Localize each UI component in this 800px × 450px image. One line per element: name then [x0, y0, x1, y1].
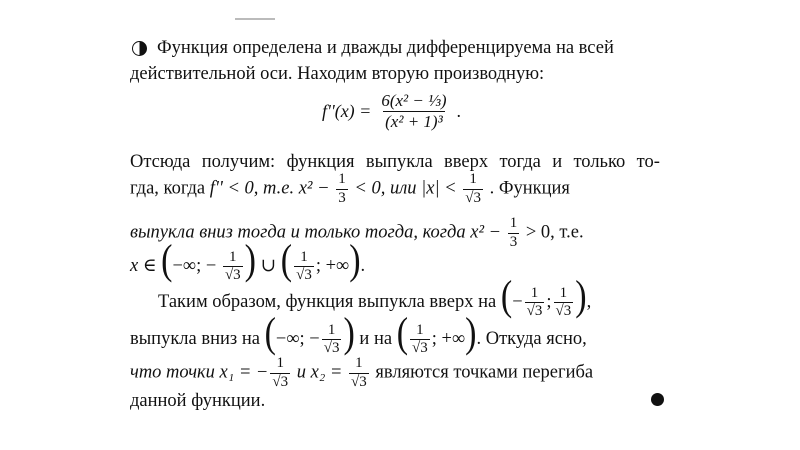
word: Отсюда: [130, 152, 191, 172]
formula-denominator: (x² + 1)³: [385, 111, 443, 131]
radicand: 3: [473, 189, 481, 206]
word: получим:: [201, 152, 276, 172]
paren: ): [575, 273, 587, 320]
num: 1: [229, 248, 237, 265]
fraction-1-3: [336, 172, 348, 207]
word: вверх: [444, 152, 489, 172]
fraction-1-sqrt3: [554, 286, 574, 321]
den: √3: [272, 373, 289, 390]
fraction-1-3: [508, 216, 520, 251]
text: что точки x₁ = −: [130, 362, 269, 383]
den: √3: [526, 303, 543, 320]
fraction-1-sqrt3: [294, 250, 314, 285]
paren: ): [343, 310, 355, 357]
text: > 0, т.е.: [525, 222, 584, 243]
paren: ): [349, 237, 361, 284]
formula-fraction: [379, 92, 448, 131]
paren: (: [500, 273, 513, 320]
num: 1: [276, 355, 285, 371]
text: выпукла вниз тогда и только тогда, когда x² −: [130, 222, 502, 243]
math: < 0, или |x| <: [354, 178, 457, 199]
text: гда, когда: [130, 178, 210, 199]
den: √3: [465, 189, 481, 206]
fraction-1-sqrt3: [270, 356, 290, 391]
fraction-1-sqrt3: [463, 172, 483, 207]
fraction-1-sqrt3: [322, 323, 342, 358]
radicand: 3: [304, 267, 312, 284]
solution-start-icon: [132, 41, 147, 56]
radicand: 3: [233, 267, 241, 284]
formula-numerator: 6(x² − ⅓): [381, 91, 447, 110]
num: 1: [327, 321, 336, 338]
den: √3: [412, 340, 428, 357]
fraction-1-sqrt3: [525, 286, 545, 321]
num: 1: [559, 284, 568, 301]
den: √3: [351, 373, 367, 390]
num: 1: [416, 321, 424, 338]
num: 1: [355, 355, 363, 371]
num: 1: [530, 284, 539, 301]
text: . Откуда ясно,: [476, 329, 587, 349]
radicand: 3: [331, 340, 340, 357]
radicand: 3: [280, 373, 289, 390]
fraction-1-sqrt3: [410, 323, 430, 358]
p1-line-1: [130, 153, 660, 172]
word: только: [573, 152, 626, 172]
paren: (: [264, 310, 276, 357]
num: 1: [338, 171, 346, 187]
word: выпукла: [365, 152, 433, 172]
p1-line-2: [130, 172, 570, 207]
p2-line-2: [130, 310, 587, 357]
radicand: 3: [534, 303, 543, 320]
text: являются точками перегиба: [375, 362, 594, 383]
math: ; +∞: [431, 329, 466, 349]
word: тогда: [499, 152, 541, 172]
paren: ): [465, 310, 477, 357]
den: 3: [509, 233, 518, 250]
word: и: [552, 152, 563, 172]
den: √3: [323, 340, 340, 357]
solution-end-icon: [651, 393, 664, 406]
text: и на: [359, 329, 393, 349]
den: 3: [338, 189, 346, 206]
math: f'' < 0, т.е. x² −: [209, 178, 330, 199]
p2-line-4: данной функции.: [130, 391, 266, 411]
paren: ): [244, 237, 256, 284]
formula-lhs: f''(x) =: [322, 100, 372, 121]
text: . Функция: [489, 178, 570, 199]
num: 1: [509, 215, 518, 231]
text: и x₂ =: [296, 362, 343, 383]
text: .: [360, 256, 366, 276]
num: 1: [469, 171, 477, 187]
word: функция: [286, 152, 355, 172]
den: √3: [555, 303, 572, 320]
math: −∞; −: [172, 256, 217, 276]
p2-line-3: [130, 356, 593, 391]
top-dash: [235, 18, 275, 20]
math: −∞; −: [275, 329, 320, 349]
fraction-1-sqrt3: [349, 356, 369, 391]
math: ; +∞: [315, 256, 350, 276]
radicand: 3: [359, 373, 367, 390]
second-derivative-formula: [322, 92, 461, 131]
text: Таким образом, функция выпукла вверх на: [158, 292, 497, 312]
paren: (: [161, 237, 173, 284]
minus: −: [512, 292, 523, 312]
den: √3: [296, 267, 312, 284]
word: то-: [636, 152, 660, 172]
paren: (: [280, 237, 293, 284]
text-line-1: Функция определена и дважды дифференцируема на всей: [157, 38, 614, 58]
p2-line-1: Таким образом, функция выпукла вверх на (− $\frac{1}{√3}$ ; $\frac{1}{√3}$ ),: [158, 273, 592, 320]
radicand: 3: [563, 303, 572, 320]
text-line-2: действительной оси. Находим вторую производную:: [130, 64, 545, 84]
den: √3: [224, 267, 241, 284]
math: x ∈: [130, 256, 157, 276]
text: ,: [586, 292, 592, 312]
paren: (: [396, 310, 409, 357]
radicand: 3: [420, 340, 428, 357]
num: 1: [300, 248, 308, 265]
p1-line-4: [130, 237, 366, 284]
text: выпукла вниз на: [130, 329, 260, 349]
math: ∪: [260, 256, 277, 276]
fraction-1-sqrt3: [223, 250, 243, 285]
formula-period: .: [456, 100, 462, 121]
